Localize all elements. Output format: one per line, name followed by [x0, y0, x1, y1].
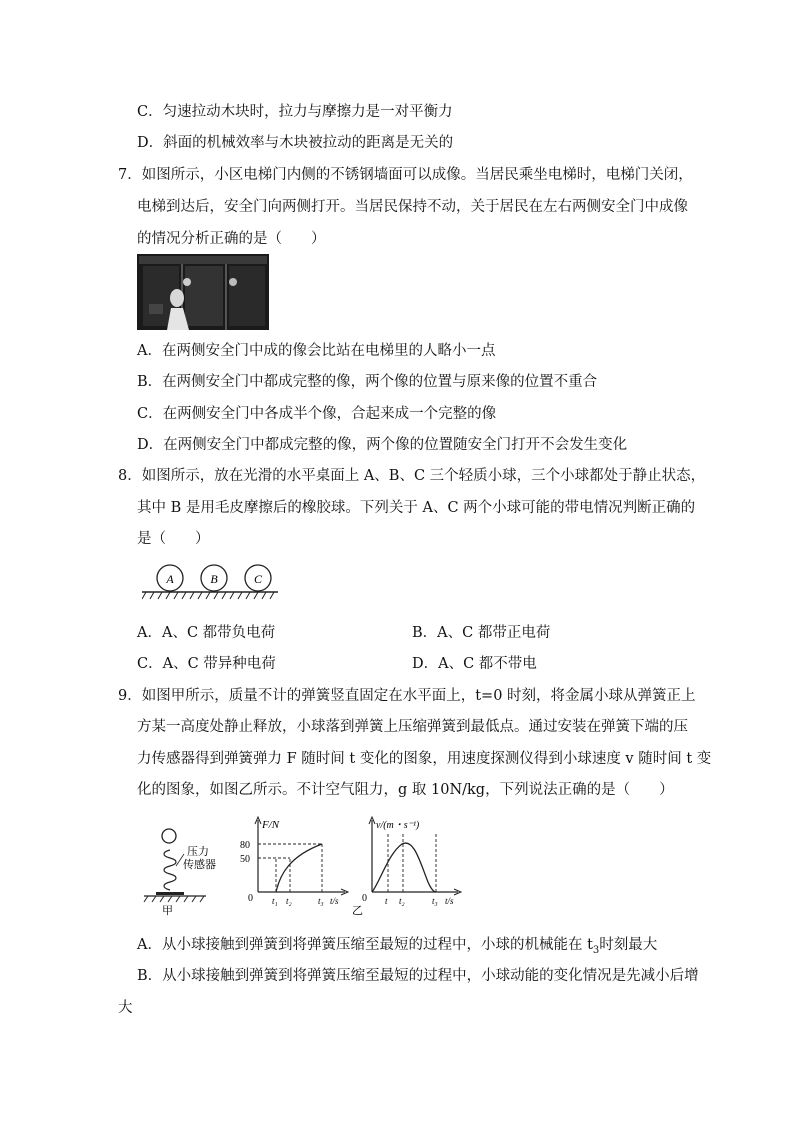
q6-option-c: C．匀速拉动木块时，拉力与摩擦力是一对平衡力	[137, 104, 453, 120]
svg-text:t₃: t₃	[318, 896, 324, 906]
q9-stem-line-3: 力传感器得到弹簧弹力 F 随时间 t 变化的图象，用速度探测仪得到小球速度 v 随时间 t 变	[137, 751, 712, 767]
svg-text:t₁: t₁	[272, 896, 278, 906]
q7-stem-line-2: 电梯到达后，安全门向两侧打开。当居民保持不动，关于居民在左右两侧安全门中成像	[137, 199, 688, 215]
ball-a	[157, 565, 183, 591]
svg-text:v/(m・s⁻¹): v/(m・s⁻¹)	[376, 820, 420, 831]
q9-stem-line-4: 化的图象，如图乙所示。不计空气阻力，g 取 10N/kg，下列说法正确的是（ ）	[137, 782, 674, 798]
graph-force-time	[240, 817, 348, 906]
q6-option-d: D．斜面的机械效率与木块被拉动的距离是无关的	[137, 135, 454, 151]
svg-text:80: 80	[240, 840, 250, 851]
svg-text:50: 50	[240, 854, 250, 865]
svg-text:t₂: t₂	[399, 896, 405, 906]
q8-option-b: B．A、C 都带正电荷	[412, 625, 551, 641]
q7-stem-line-3: 的情况分析正确的是（ ）	[137, 231, 326, 247]
svg-text:C: C	[253, 572, 263, 586]
svg-text:A: A	[166, 572, 174, 586]
q9-stem-line-1: 9．如图甲所示，质量不计的弹簧竖直固定在水平面上，t=0 时刻，将金属小球从弹簧正上	[118, 688, 696, 704]
svg-text:t: t	[385, 896, 388, 906]
q7-option-d: D．在两侧安全门中都成完整的像，两个像的位置随安全门打开不会发生变化	[137, 437, 628, 453]
spring	[164, 850, 176, 890]
svg-text:t/s: t/s	[445, 896, 454, 906]
svg-text:B: B	[210, 572, 218, 586]
svg-text:t/s: t/s	[330, 896, 339, 906]
q8-option-a: A．A、C 都带负电荷	[137, 625, 276, 641]
q7-stem-line-1: 7．如图所示，小区电梯门内侧的不锈钢墙面可以成像。当居民乘坐电梯时，电梯门关闭，	[118, 167, 693, 183]
svg-text:0: 0	[248, 893, 253, 904]
svg-text:压力: 压力	[187, 846, 209, 858]
pressure-sensor	[156, 892, 184, 895]
three-balls-figure	[142, 563, 282, 605]
svg-text:传感器: 传感器	[183, 859, 216, 871]
velocity-curve	[372, 843, 436, 892]
svg-text:F/N: F/N	[262, 819, 280, 831]
q9-stem-line-2: 方某一高度处静止释放，小球落到弹簧上压缩弹簧到最低点。通过安装在弹簧下端的压	[137, 719, 688, 735]
svg-text:t₂: t₂	[286, 896, 292, 906]
q8-option-d: D．A、C 都不带电	[412, 656, 537, 672]
ball-c	[245, 565, 271, 591]
svg-text:0: 0	[362, 893, 367, 904]
metal-ball	[162, 829, 176, 843]
q8-stem-line-3: 是（ ）	[137, 531, 210, 547]
graph-velocity-time	[362, 817, 461, 906]
q9-option-a: A．从小球接触到弹簧到将弹簧压缩至最短的过程中，小球的机械能在 $t_3$时刻最大	[137, 937, 658, 956]
q7-option-a: A．在两侧安全门中成的像会比站在电梯里的人略小一点	[137, 343, 496, 359]
figure-jia	[144, 829, 216, 917]
svg-text:甲: 甲	[162, 905, 173, 917]
spring-graphs-figure	[140, 812, 480, 922]
q8-stem-line-1: 8．如图所示，放在光滑的水平桌面上 A、B、C 三个轻质小球，三个小球都处于静止状态，	[118, 468, 706, 484]
ball-b	[201, 565, 227, 591]
svg-text:t₃: t₃	[432, 896, 438, 906]
q8-stem-line-2: 其中 B 是用毛皮摩擦后的橡胶球。下列关于 A、C 两个小球可能的带电情况判断正确的	[137, 500, 696, 516]
elevator-photo	[137, 254, 269, 330]
force-curve	[276, 844, 322, 892]
q9-option-b-line-2: 大	[118, 1000, 133, 1016]
q7-option-c: C．在两侧安全门中各成半个像，合起来成一个完整的像	[137, 406, 497, 422]
svg-text:乙: 乙	[352, 905, 363, 917]
q8-option-c: C．A、C 带异种电荷	[137, 656, 276, 672]
q9-option-b-line-1: B．从小球接触到弹簧到将弹簧压缩至最短的过程中，小球动能的变化情况是先减小后增	[137, 968, 699, 984]
q7-option-b: B．在两侧安全门中都成完整的像，两个像的位置与原来像的位置不重合	[137, 374, 598, 390]
